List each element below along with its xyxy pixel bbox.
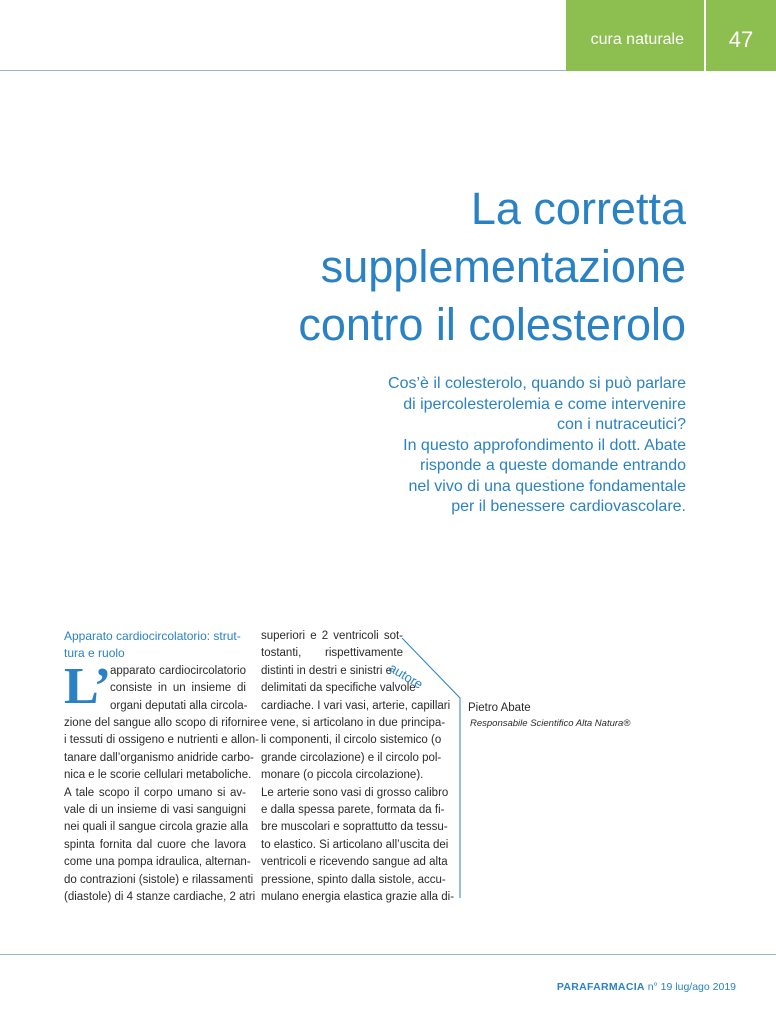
title-line: contro il colesterolo: [298, 299, 686, 350]
body-line: nei quali il sangue circola grazie alla: [64, 821, 249, 834]
magazine-name: PARAFARMACIA: [556, 981, 645, 993]
body-line: distinti in destri e sinistri e: [261, 664, 393, 677]
body-line: Le arterie sono vasi di grosso calibro: [261, 786, 449, 799]
footer-rule: [0, 954, 776, 955]
intro-line: Cos’è il colesterolo, quando si può parlare: [388, 375, 686, 392]
section-label: cura naturale: [590, 31, 684, 48]
body-line: e dalla spessa parete, formata da fi-: [261, 804, 445, 817]
article-intro: [310, 374, 686, 518]
body-line: li componenti, il circolo sistemico (o: [261, 734, 442, 747]
author-name: Pietro Abate: [468, 702, 531, 714]
page-footer: [480, 981, 736, 993]
title-line: supplementazione: [320, 241, 686, 292]
body-line: consiste in un insieme di: [110, 682, 246, 695]
body-line: zione del sangue allo scopo di rifornire: [64, 717, 261, 730]
intro-line: per il benessere cardiovascolare.: [451, 498, 686, 515]
body-line: grande circolazione) e il circolo pol-: [261, 751, 442, 764]
body-line: apparato cardiocircolatorio: [110, 664, 246, 677]
body-line: mulano energia elastica grazie alla di-: [261, 891, 455, 904]
intro-line: risponde a queste domande entrando: [420, 457, 686, 474]
author-role: Responsabile Scientifico Alta Natura®: [470, 718, 631, 729]
body-line: bre muscolari e soprattutto da tessu-: [261, 821, 448, 834]
intro-line: con i nutraceutici?: [557, 416, 686, 433]
body-line: organi deputati alla circola-: [110, 699, 248, 712]
body-line: delimitati da specifiche valvole: [261, 682, 416, 695]
body-line: to elastico. Si articolano all’uscita dei: [261, 838, 449, 851]
body-line: tostanti, rispettivamente: [261, 647, 403, 660]
page-number: 47: [728, 27, 754, 52]
issue-info: n° 19 lug/ago 2019: [647, 981, 736, 993]
body-line: vale di un insieme di vasi sanguigni: [64, 804, 246, 817]
body-line: (diastole) di 4 stanze cardiache, 2 atri: [64, 891, 256, 904]
subhead-line: tura e ruolo: [64, 646, 125, 661]
body-line: e vene, si articolano in due principa-: [261, 717, 446, 730]
author-label: autore: [386, 660, 426, 692]
body-line: cardiache. I vari vasi, arterie, capillari: [261, 699, 451, 712]
body-line: come una pompa idraulica, alternan-: [64, 856, 251, 869]
body-line: A tale scopo il corpo umano si av-: [64, 786, 246, 799]
body-line: i tessuti di ossigeno e nutrienti e allon-: [64, 734, 259, 747]
intro-line: di ipercolesterolemia e come intervenire: [403, 395, 686, 413]
body-line: pressione, spinto dalla sistole, accu-: [261, 873, 446, 886]
intro-line: In questo approfondimento il dott. Abate: [403, 436, 686, 454]
body-line: monare (o piccola circolazione).: [261, 769, 424, 782]
body-line: superiori e 2 ventricoli sot-: [261, 630, 403, 642]
body-line: tanare dall’organismo anidride carbo-: [64, 751, 254, 764]
body-line: nica e le scorie cellulari metaboliche.: [64, 769, 252, 782]
dropcap-paragraph: [64, 657, 248, 715]
subhead-line: Apparato cardiocircolatorio: strut-: [64, 629, 241, 643]
article-title: [180, 180, 686, 354]
dropcap: L’: [64, 657, 112, 715]
body-line: spinta fornita dal cuore che lavora: [64, 838, 246, 851]
title-line: La corretta: [470, 183, 686, 234]
body-line: ventricoli e ricevendo sangue ad alta: [261, 856, 448, 869]
body-line: do contrazioni (sistole) e rilassamenti: [64, 873, 254, 886]
intro-line: nel vivo di una questione fondamentale: [408, 477, 686, 495]
body-column-left: [64, 628, 261, 907]
